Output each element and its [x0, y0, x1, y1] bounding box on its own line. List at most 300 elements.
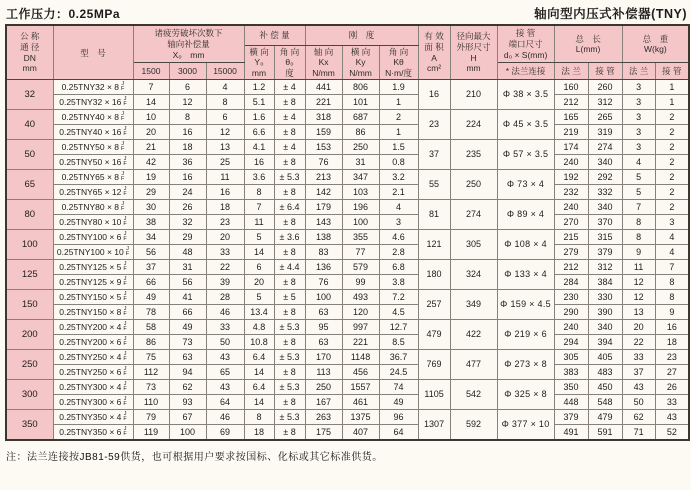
cell-theta: ± 5.3 [274, 320, 305, 335]
variant-bottom: F [123, 101, 127, 108]
cell-x1500: 42 [133, 155, 169, 170]
cell-x1500: 86 [133, 335, 169, 350]
cell-model [53, 200, 133, 215]
cell-weight-pipe: 2 [655, 110, 689, 125]
cell-y0: 4.1 [244, 140, 274, 155]
cell-pipe-size: Φ 57 × 3.5 [497, 140, 554, 170]
cell-ktheta: 49 [379, 395, 418, 410]
variant-mark [123, 427, 126, 437]
cell-radial-height: 422 [450, 320, 497, 350]
cell-model [53, 245, 133, 260]
header-kx-line: N/mm [312, 67, 335, 78]
model-wrap [59, 157, 127, 167]
variant-bottom: F [123, 371, 127, 378]
cell-ky: 461 [342, 395, 379, 410]
header-ktheta-line: N·m/度 [385, 67, 412, 78]
cell-weight-flange: 3 [622, 140, 655, 155]
cell-length-flange: 212 [554, 260, 588, 275]
cell-theta: ± 5.3 [274, 410, 305, 425]
cell-x15000: 6 [206, 110, 244, 125]
variant-top: J [123, 366, 127, 373]
variant-bottom: F [121, 86, 125, 93]
cell-ktheta: 0.8 [379, 155, 418, 170]
cell-kx: 83 [305, 245, 342, 260]
cell-y0: 1.2 [244, 80, 274, 95]
cell-length-pipe: 370 [588, 215, 622, 230]
spec-table [5, 24, 690, 441]
cell-kx: 263 [305, 410, 342, 425]
cell-x1500: 20 [133, 125, 169, 140]
cell-x3000: 62 [169, 380, 206, 395]
cell-ky: 221 [342, 335, 379, 350]
cell-ky: 997 [342, 320, 379, 335]
cell-x1500: 75 [133, 350, 169, 365]
cell-area: 23 [418, 110, 450, 140]
cell-weight-pipe: 16 [655, 320, 689, 335]
model-label: 0.25TNY40 × 8 [61, 112, 120, 123]
cell-x3000: 16 [169, 170, 206, 185]
cell-radial-height: 324 [450, 260, 497, 290]
cell-theta: ± 4 [274, 80, 305, 95]
cell-ky: 99 [342, 275, 379, 290]
cell-ky: 77 [342, 245, 379, 260]
cell-ktheta: 3.8 [379, 275, 418, 290]
cell-x1500: 30 [133, 200, 169, 215]
cell-y0: 3.6 [244, 170, 274, 185]
variant-top: J [123, 425, 127, 432]
cell-length-flange: 491 [554, 425, 588, 440]
header-fatigue-line: 诸疲劳破坏次数下 [154, 28, 223, 39]
cell-y0: 14 [244, 245, 274, 260]
cell-x1500: 10 [133, 110, 169, 125]
cell-theta: ± 8 [274, 185, 305, 200]
cell-radial-height: 210 [450, 80, 497, 110]
cell-model [53, 125, 133, 140]
model-label: 0.25TNY150 × 8 [59, 307, 122, 318]
cell-length-flange: 240 [554, 155, 588, 170]
header-ky-line: 横 向 [350, 46, 371, 57]
cell-model [53, 290, 133, 305]
header-angular-line: 度 [285, 67, 294, 78]
cell-y0: 7 [244, 200, 274, 215]
variant-mark [121, 82, 124, 92]
cell-y0: 5 [244, 290, 274, 305]
variant-mark [123, 412, 126, 422]
cell-length-pipe: 265 [588, 110, 622, 125]
cell-weight-flange: 8 [622, 215, 655, 230]
cell-x3000: 12 [169, 95, 206, 110]
table-row [6, 200, 689, 215]
cell-ky: 687 [342, 110, 379, 125]
header-fatigue-line: X₀ mm [172, 49, 205, 60]
cell-theta: ± 4.4 [274, 260, 305, 275]
cell-x3000: 73 [169, 335, 206, 350]
header-length-line: L(mm) [575, 44, 601, 55]
cell-pipe-size: Φ 133 × 4 [497, 260, 554, 290]
cell-x3000: 41 [169, 290, 206, 305]
header-radial-line: mm [466, 63, 481, 74]
model-label: 0.25TNY350 × 6 [59, 426, 122, 437]
model-label: 0.25TNY100 × 10 [56, 247, 124, 258]
variant-mark [123, 367, 126, 377]
cell-kx: 63 [305, 305, 342, 320]
cell-weight-flange: 33 [622, 350, 655, 365]
cell-weight-pipe: 33 [655, 395, 689, 410]
cell-kx: 441 [305, 80, 342, 95]
model-label: 0.25TNY200 × 4 [59, 322, 122, 333]
cell-length-flange: 383 [554, 365, 588, 380]
cell-radial-height: 349 [450, 290, 497, 320]
header-pipe-line: 接 管 [515, 28, 536, 39]
variant-mark [121, 172, 124, 182]
variant-mark [123, 157, 126, 167]
cell-length-flange: 219 [554, 125, 588, 140]
variant-mark [123, 337, 126, 347]
cell-kx: 142 [305, 185, 342, 200]
cell-weight-pipe: 7 [655, 260, 689, 275]
cell-area: 769 [418, 350, 450, 380]
cell-weight-pipe: 2 [655, 170, 689, 185]
cell-model [53, 155, 133, 170]
cell-x3000: 66 [169, 305, 206, 320]
header-weight-pipe: 接 管 [655, 63, 689, 80]
header-ky-line: Ky [355, 57, 366, 68]
cell-weight-flange: 9 [622, 245, 655, 260]
cell-length-flange: 284 [554, 275, 588, 290]
cell-length-pipe: 332 [588, 185, 622, 200]
cell-weight-flange: 22 [622, 335, 655, 350]
cell-weight-pipe: 1 [655, 80, 689, 95]
cell-radial-height: 274 [450, 200, 497, 230]
variant-bottom: F [123, 131, 127, 138]
model-label: 0.25TNY300 × 4 [59, 382, 122, 393]
cell-length-pipe: 548 [588, 395, 622, 410]
model-wrap [59, 187, 127, 197]
cell-y0: 8 [244, 185, 274, 200]
cell-ky: 355 [342, 230, 379, 245]
variant-top: J [121, 81, 125, 88]
table-row [6, 260, 689, 275]
cell-y0: 6.4 [244, 350, 274, 365]
table-header [6, 25, 689, 80]
cell-x1500: 79 [133, 410, 169, 425]
header-pipe-line: d₀ × S(mm) [503, 49, 548, 60]
variant-bottom: F [123, 401, 127, 408]
cell-model [53, 170, 133, 185]
cell-radial-height: 235 [450, 140, 497, 170]
cell-length-pipe: 405 [588, 350, 622, 365]
header-ktheta-line: 角 向 [388, 46, 409, 57]
cell-model [53, 320, 133, 335]
variant-bottom: F [121, 146, 125, 153]
cell-area: 16 [418, 80, 450, 110]
cell-length-pipe: 379 [588, 245, 622, 260]
header-weight-line: W(kg) [644, 44, 667, 55]
model-label: 0.25TNY100 × 6 [59, 232, 122, 243]
cell-kx: 318 [305, 110, 342, 125]
cell-length-flange: 290 [554, 305, 588, 320]
cell-area: 257 [418, 290, 450, 320]
header-flange-connection: * 法兰连接 [497, 63, 554, 80]
variant-mark [121, 202, 124, 212]
variant-top: J [123, 381, 127, 388]
cell-x15000: 11 [206, 170, 244, 185]
variant-top: J [123, 96, 127, 103]
cell-weight-pipe: 3 [655, 215, 689, 230]
cell-length-pipe: 340 [588, 200, 622, 215]
variant-mark [123, 232, 126, 242]
cell-x15000: 16 [206, 185, 244, 200]
cell-kx: 153 [305, 140, 342, 155]
cell-weight-flange: 5 [622, 185, 655, 200]
cell-weight-flange: 4 [622, 155, 655, 170]
cell-ktheta: 8.5 [379, 335, 418, 350]
model-wrap [59, 412, 127, 422]
header-effective-area [418, 25, 450, 80]
cell-weight-flange: 37 [622, 365, 655, 380]
cell-length-pipe: 384 [588, 275, 622, 290]
table-row [6, 110, 689, 125]
table-row [6, 410, 689, 425]
cell-ky: 100 [342, 215, 379, 230]
variant-mark [121, 142, 124, 152]
variant-bottom: F [125, 251, 130, 258]
cell-x15000: 33 [206, 245, 244, 260]
table-body [6, 80, 689, 440]
cell-area: 180 [418, 260, 450, 290]
cell-x15000: 20 [206, 230, 244, 245]
model-label: 0.25TNY125 × 9 [59, 277, 122, 288]
variant-top: J [123, 156, 127, 163]
variant-top: J [126, 246, 129, 253]
cell-length-pipe: 292 [588, 170, 622, 185]
cell-ky: 31 [342, 155, 379, 170]
cell-y0: 5 [244, 230, 274, 245]
cell-x15000: 46 [206, 305, 244, 320]
cell-ktheta: 36.7 [379, 350, 418, 365]
cell-weight-pipe: 23 [655, 350, 689, 365]
cell-kx: 113 [305, 365, 342, 380]
cell-model [53, 410, 133, 425]
page-header [0, 0, 691, 24]
header-lateral-line: Y₀ [254, 57, 264, 68]
variant-mark [123, 187, 126, 197]
cell-x3000: 18 [169, 140, 206, 155]
variant-mark [123, 307, 126, 317]
cell-weight-flange: 3 [622, 125, 655, 140]
cell-model [53, 395, 133, 410]
variant-bottom: F [123, 311, 127, 318]
cell-model [53, 260, 133, 275]
cell-length-flange: 270 [554, 215, 588, 230]
cell-y0: 20 [244, 275, 274, 290]
model-wrap [59, 337, 127, 347]
cell-theta: ± 8 [274, 365, 305, 380]
cell-ktheta: 24.5 [379, 365, 418, 380]
model-label: 0.25TNY32 × 8 [61, 82, 120, 93]
cell-x15000: 23 [206, 215, 244, 230]
table-row [6, 380, 689, 395]
cell-dn: 100 [6, 230, 53, 260]
header-area-line: 面 积 [424, 42, 444, 53]
cell-x1500: 19 [133, 170, 169, 185]
working-pressure-label: 工作压力：0.25MPa [6, 7, 121, 21]
cell-x1500: 56 [133, 245, 169, 260]
cell-ky: 347 [342, 170, 379, 185]
header-radial-size [450, 25, 497, 80]
cell-model [53, 425, 133, 440]
cell-model [53, 185, 133, 200]
cell-model [53, 365, 133, 380]
variant-top: J [123, 291, 127, 298]
cell-theta: ± 8 [274, 245, 305, 260]
cell-kx: 76 [305, 155, 342, 170]
variant-top: J [123, 396, 127, 403]
cell-x3000: 6 [169, 80, 206, 95]
cell-length-pipe: 315 [588, 230, 622, 245]
header-length-pipe: 接 管 [588, 63, 622, 80]
cell-length-flange: 240 [554, 320, 588, 335]
header-area-line: A [431, 52, 437, 63]
header-dn-line: 通 径 [20, 42, 40, 53]
cell-dn: 350 [6, 410, 53, 440]
variant-top: J [123, 126, 127, 133]
header-angular-line: 角 向 [279, 46, 300, 57]
cell-length-flange: 230 [554, 290, 588, 305]
cell-weight-flange: 5 [622, 170, 655, 185]
cell-length-pipe: 394 [588, 335, 622, 350]
header-lateral-stiffness [342, 45, 379, 80]
cell-ktheta: 2.1 [379, 185, 418, 200]
variant-bottom: F [123, 191, 127, 198]
cell-y0: 6.6 [244, 125, 274, 140]
cell-ky: 120 [342, 305, 379, 320]
variant-bottom: F [121, 176, 125, 183]
cell-area: 479 [418, 320, 450, 350]
header-total-weight [622, 25, 689, 63]
header-model: 型 号 [53, 25, 133, 80]
header-weight-flange: 法 兰 [622, 63, 655, 80]
cell-x3000: 31 [169, 260, 206, 275]
cell-radial-height: 305 [450, 230, 497, 260]
cell-model [53, 335, 133, 350]
table-row [6, 350, 689, 365]
variant-top: J [123, 186, 127, 193]
header-fatigue-line: 轴向补偿量 [167, 38, 210, 49]
cell-x1500: 38 [133, 215, 169, 230]
cell-x1500: 66 [133, 275, 169, 290]
cell-kx: 95 [305, 320, 342, 335]
cell-weight-flange: 8 [622, 230, 655, 245]
cell-x15000: 64 [206, 395, 244, 410]
cell-area: 1105 [418, 380, 450, 410]
cell-weight-pipe: 2 [655, 155, 689, 170]
cell-weight-pipe: 8 [655, 290, 689, 305]
header-weight-line: 总 重 [642, 33, 669, 44]
header-ky-line: N/mm [349, 67, 372, 78]
cell-theta: ± 6.4 [274, 200, 305, 215]
cell-ktheta: 4.6 [379, 230, 418, 245]
cell-model [53, 230, 133, 245]
table-row [6, 275, 689, 290]
cell-model [53, 380, 133, 395]
cell-x3000: 67 [169, 410, 206, 425]
model-label: 0.25TNY150 × 5 [59, 292, 122, 303]
cell-radial-height: 250 [450, 170, 497, 200]
cell-pipe-size: Φ 219 × 6 [497, 320, 554, 350]
cell-x3000: 16 [169, 125, 206, 140]
variant-bottom: F [121, 206, 125, 213]
cell-weight-pipe: 1 [655, 95, 689, 110]
variant-mark [123, 217, 126, 227]
cell-kx: 138 [305, 230, 342, 245]
cell-theta: ± 8 [274, 275, 305, 290]
variant-bottom: F [123, 281, 127, 288]
cell-x3000: 100 [169, 425, 206, 440]
model-wrap [59, 397, 127, 407]
cell-theta: ± 8 [274, 125, 305, 140]
cell-ky: 250 [342, 140, 379, 155]
cell-length-pipe: 274 [588, 140, 622, 155]
variant-mark [123, 262, 126, 272]
model-label: 0.25TNY32 × 16 [59, 97, 122, 108]
cell-length-pipe: 340 [588, 320, 622, 335]
cell-theta: ± 8 [274, 215, 305, 230]
cell-y0: 18 [244, 425, 274, 440]
model-wrap [59, 292, 127, 302]
cell-theta: ± 8 [274, 425, 305, 440]
model-label: 0.25TNY200 × 6 [59, 337, 122, 348]
variant-bottom: F [123, 386, 127, 393]
cell-dn: 200 [6, 320, 53, 350]
cell-pipe-size: Φ 73 × 4 [497, 170, 554, 200]
variant-mark [123, 382, 126, 392]
cell-kx: 100 [305, 290, 342, 305]
cell-area: 81 [418, 200, 450, 230]
cell-length-flange: 160 [554, 80, 588, 95]
table-row [6, 320, 689, 335]
table-row [6, 305, 689, 320]
model-wrap [62, 142, 125, 152]
variant-mark [123, 292, 126, 302]
header-cycles-1500: 1500 [133, 63, 169, 80]
cell-weight-pipe: 4 [655, 230, 689, 245]
cell-x15000: 28 [206, 290, 244, 305]
model-wrap [62, 112, 125, 122]
cell-ky: 806 [342, 80, 379, 95]
model-wrap [59, 262, 127, 272]
cell-ktheta: 3 [379, 215, 418, 230]
cell-length-flange: 379 [554, 410, 588, 425]
cell-ktheta: 1.5 [379, 140, 418, 155]
cell-ky: 1375 [342, 410, 379, 425]
cell-dn: 300 [6, 380, 53, 410]
cell-length-pipe: 483 [588, 365, 622, 380]
model-wrap [59, 322, 127, 332]
cell-weight-pipe: 9 [655, 305, 689, 320]
header-total-length [554, 25, 622, 63]
header-lateral-line: 横 向 [249, 46, 269, 57]
cell-kx: 250 [305, 380, 342, 395]
cell-kx: 170 [305, 350, 342, 365]
cell-weight-pipe: 2 [655, 200, 689, 215]
cell-ktheta: 2.8 [379, 245, 418, 260]
variant-bottom: F [123, 431, 127, 438]
model-wrap [59, 367, 127, 377]
variant-bottom: F [123, 296, 127, 303]
cell-theta: ± 5.3 [274, 380, 305, 395]
cell-radial-height: 477 [450, 350, 497, 380]
